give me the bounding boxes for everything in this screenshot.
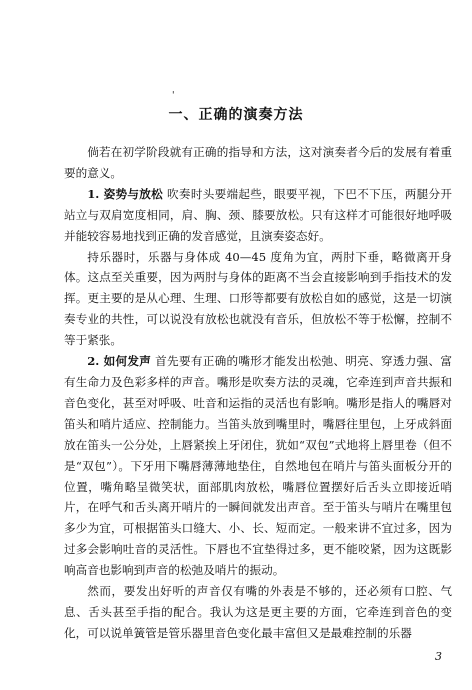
page-number: 3 [435,650,442,663]
paragraph-posture [64,184,452,247]
body-text [64,142,452,644]
section-heading: 一、正确的演奏方法 [168,107,304,123]
paragraph-text: 首先要有正确的嘴形才能发出松弛、明亮、穿透力强、富有生命力及色彩多样的声音。嘴形是吹奏方法的灵魂，它牵连到声音共振和音色变化，甚至对呼吸、吐音和运指的灵活也有影响。嘴形是指人的嘴唇对笛头和哨片适应、控制能力。当笛头放到嘴里时，嘴唇往里包，上牙成斜面放在笛头一公分处，上唇紧挨上牙闭住，犹如“双包”式地将上唇里卷（但不是“双包”）。下牙用下嘴唇薄薄地垫住，自然地包在哨片与笛头面板分开的位置，嘴角略呈微笑状，面部肌肉放松，嘴唇位置摆好后舌头立即接近哨片，在呼气和舌头离开哨片的一瞬间就发出声音。至于笛头与哨片在嘴里包多少为宜，可根据笛头口缝大、小、长、短而定。一般来讲不宜过多，因为过多会影响吐音的灵活性。下唇也不宜垫得过多，更不能咬紧，因为这既影响高音也影响到声音的松弛及哨片的振动。 [64,354,453,578]
paragraph-intro [64,142,452,184]
paragraph-text: 持乐器时，乐器与身体成 40—45 度角为宜，两肘下垂，略微离开身体。这点至关重要，因为两肘与身体的距离不当会直接影响到手指技术的发挥。更主要的是从心理、生理、口形等都要有放松自如的感觉，这是一切演奏专业的共性，可以说没有放松也就没有音乐，但放松不等于松懈，控制不等于紧张。 [64,249,452,348]
subheading-sound: 2. 如何发声 [87,354,152,369]
paragraph-text: 吹奏时头要端起些，眼要平视，下巴不下压，两腿分开站立与双肩宽度相同，肩、胸、颈、膝要放松。只有这样才可能很好地呼吸并能较容易地找到正确的发音感觉，且演奏姿态好。 [64,186,452,243]
paragraph-text: 倘若在初学阶段就有正确的指导和方法，这对演奏者今后的发展有着重要的意义。 [64,145,452,180]
paragraph-tone [64,581,452,644]
stray-mark: ' [172,91,175,101]
paragraph-sound [64,351,452,581]
paragraph-holding [64,247,452,352]
paragraph-text: 然而，要发出好听的声音仅有嘴的外表是不够的，还必须有口腔、气息、舌头甚至手指的配合。我认为这是更主要的方面，它牵连到音色的变化，可以说单簧管是管乐器里音色变化最丰富但又是最难控制的乐器 [64,584,452,640]
subheading-posture: 1. 姿势与放松 [87,186,164,201]
